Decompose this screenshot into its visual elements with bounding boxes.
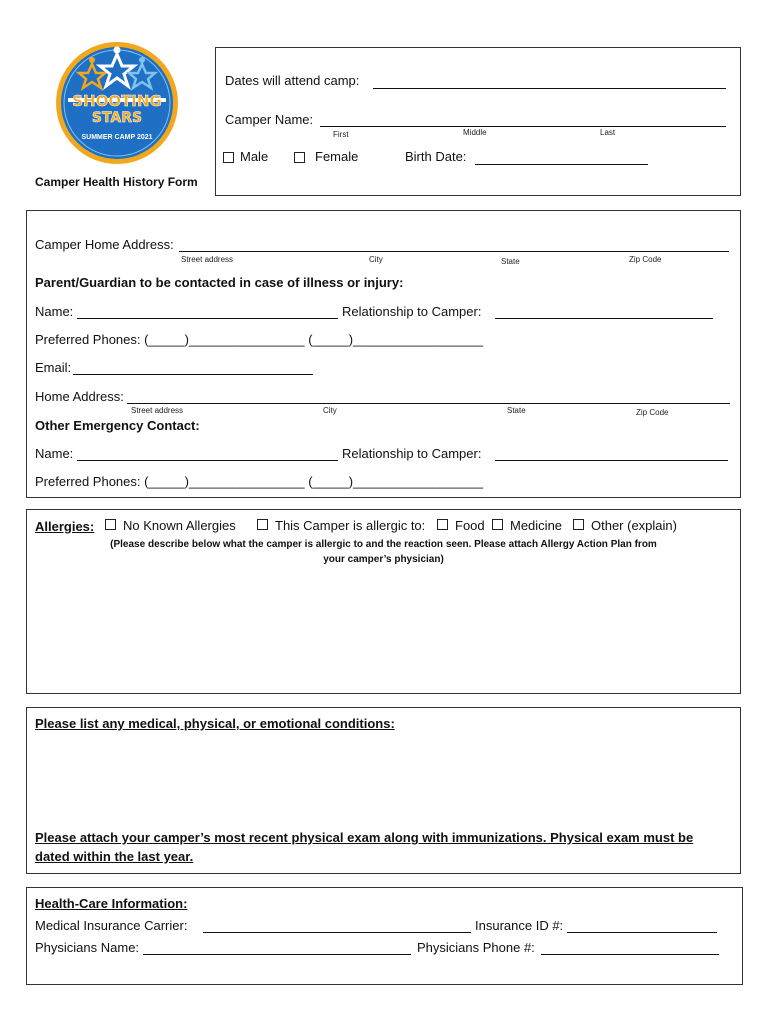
allergic-to-label: This Camper is allergic to: xyxy=(275,518,426,533)
dates-field[interactable] xyxy=(373,88,726,89)
email-label: Email: xyxy=(35,360,72,375)
other-relationship-label: Relationship to Camper: xyxy=(342,446,482,461)
logo-title: SHOOTING xyxy=(72,92,162,110)
physician-name-field[interactable] xyxy=(143,954,411,955)
other-contact-heading: Other Emergency Contact: xyxy=(35,418,200,433)
physical-exam-note-line1: Please attach your camper’s most recent physical exam along with immunizations. Physical exam must be xyxy=(35,830,694,845)
address2-state-caption: State xyxy=(507,406,526,415)
physician-phone-label: Physicians Phone #: xyxy=(417,940,535,955)
logo-subtitle: STARS xyxy=(91,110,143,126)
food-label: Food xyxy=(455,518,485,533)
allergy-note xyxy=(27,537,740,567)
healthcare-heading: Health-Care Information: xyxy=(35,896,188,911)
allergy-note-line2: your camper’s physician) xyxy=(323,554,444,565)
conditions-box xyxy=(26,707,741,874)
female-label: Female xyxy=(315,149,359,164)
guardian-phones-label[interactable]: Preferred Phones: (_____)________________ (_____)__________________ xyxy=(35,332,484,347)
allergy-description-area[interactable] xyxy=(33,572,733,687)
guardian-relationship-field[interactable] xyxy=(495,318,713,319)
allergies-heading: Allergies: xyxy=(35,519,95,534)
home-address-field[interactable] xyxy=(179,251,729,252)
food-checkbox[interactable] xyxy=(437,519,448,530)
camp-logo xyxy=(54,40,180,166)
guardian-relationship-label: Relationship to Camper: xyxy=(342,304,482,319)
other-phones-label[interactable]: Preferred Phones: (_____)________________ (_____)__________________ xyxy=(35,474,484,489)
other-allergy-checkbox[interactable] xyxy=(573,519,584,530)
no-known-allergies-checkbox[interactable] xyxy=(105,519,116,530)
address1-city-caption: City xyxy=(369,255,383,264)
physician-name-label: Physicians Name: xyxy=(35,940,140,955)
male-label: Male xyxy=(240,149,269,164)
other-name-field[interactable] xyxy=(77,460,338,461)
guardian-heading: Parent/Guardian to be contacted in case of illness or injury: xyxy=(35,275,404,290)
name-last-caption: Last xyxy=(600,128,616,137)
male-checkbox[interactable] xyxy=(223,152,234,163)
birth-date-field[interactable] xyxy=(475,164,648,165)
healthcare-box xyxy=(26,887,743,985)
female-checkbox[interactable] xyxy=(294,152,305,163)
guardian-address-field[interactable] xyxy=(127,403,730,404)
guardian-name-field[interactable] xyxy=(77,318,338,319)
insurance-id-label: Insurance ID #: xyxy=(475,918,564,933)
medicine-label: Medicine xyxy=(510,518,563,533)
allergic-to-checkbox[interactable] xyxy=(257,519,268,530)
other-allergy-label: Other (explain) xyxy=(591,518,677,533)
camper-name-label: Camper Name: xyxy=(225,112,314,127)
no-known-allergies-label: No Known Allergies xyxy=(123,518,236,533)
physician-phone-field[interactable] xyxy=(541,954,719,955)
address2-city-caption: City xyxy=(323,406,337,415)
address1-zip-caption: Zip Code xyxy=(629,255,662,264)
email-field[interactable] xyxy=(73,374,313,375)
address2-zip-caption: Zip Code xyxy=(636,408,669,417)
carrier-label: Medical Insurance Carrier: xyxy=(35,918,188,933)
logo-caption: SUMMER CAMP 2021 xyxy=(81,134,153,141)
address2-street-caption: Street address xyxy=(131,406,184,415)
camper-info-box xyxy=(215,47,741,196)
conditions-heading: Please list any medical, physical, or emotional conditions: xyxy=(35,716,395,731)
conditions-description-area[interactable] xyxy=(33,738,733,826)
allergy-note-line1: (Please describe below what the camper is allergic to and the reaction seen. Please attach Allergy Action Plan from xyxy=(110,539,657,550)
birth-date-label: Birth Date: xyxy=(405,149,467,164)
allergies-box xyxy=(26,509,741,694)
home-address-label: Camper Home Address: xyxy=(35,237,174,252)
dates-label: Dates will attend camp: xyxy=(225,73,360,88)
address1-state-caption: State xyxy=(501,257,520,266)
other-name-label: Name: xyxy=(35,446,74,461)
insurance-id-field[interactable] xyxy=(567,932,717,933)
medicine-checkbox[interactable] xyxy=(492,519,503,530)
carrier-field[interactable] xyxy=(203,932,471,933)
name-middle-caption: Middle xyxy=(463,128,487,137)
form-title: Camper Health History Form xyxy=(35,175,198,189)
guardian-name-label: Name: xyxy=(35,304,74,319)
other-relationship-field[interactable] xyxy=(495,460,728,461)
physical-exam-note-line2: dated within the last year. xyxy=(35,849,194,864)
address1-street-caption: Street address xyxy=(181,255,234,264)
name-first-caption: First xyxy=(333,130,349,139)
camper-name-field[interactable] xyxy=(320,126,726,127)
contact-info-box xyxy=(26,210,741,498)
guardian-address-label: Home Address: xyxy=(35,389,124,404)
